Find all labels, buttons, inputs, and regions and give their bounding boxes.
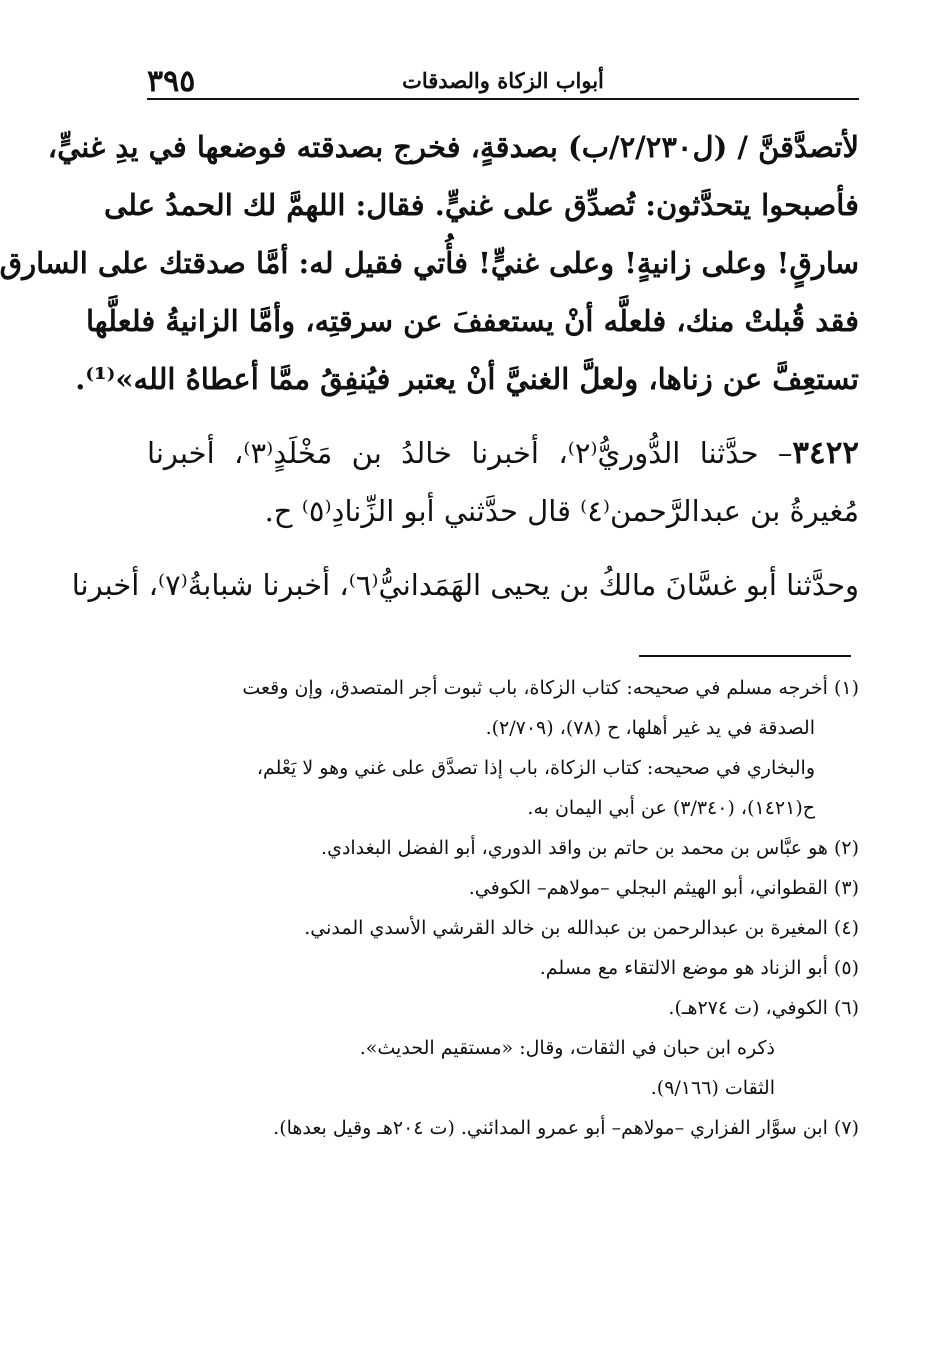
page-number: ٣٩٥ xyxy=(147,64,196,99)
footnote-line: (٢) هو عبَّاس بن محمد بن حاتم بن واقد الدوري، أبو الفضل البغدادي. xyxy=(321,837,859,859)
footnote-line: (١) أخرجه مسلم في صحيحه: كتاب الزكاة، باب ثبوت أجر المتصدق، وإن وقعت xyxy=(242,677,859,699)
footnote-line: (٥) أبو الزناد هو موضع الالتقاء مع مسلم. xyxy=(539,957,859,979)
text-line: سارقٍ! وعلى زانيةٍ! وعلى غنيٍّ! فأُتي فقيل له: أمَّا صدقتك على السارق xyxy=(0,246,859,280)
footnote-line: ح(١٤٢١)، (٣/٣٤٠) عن أبي اليمان به. xyxy=(527,797,815,819)
footnote-line: (٤) المغيرة بن عبدالرحمن بن عبدالله بن خالد القرشي الأسدي المدني. xyxy=(304,917,859,939)
footnote-line: ذكره ابن حبان في الثقات، وقال: «مستقيم الحديث». xyxy=(359,1037,775,1059)
paragraph-gap xyxy=(147,408,859,424)
text-line: لأتصدَّقنَّ / (ل٢/٢٣٠/ب) بصدقةٍ، فخرج بصدقته فوضعها في يدِ غنيٍّ، xyxy=(47,130,859,164)
text-line: مُغيرةُ بن عبدالرَّحمن⁽٤⁾ قال حدَّثني أبو الزِّنادِ⁽٥⁾ ح. xyxy=(264,494,859,528)
footnote-line: الصدقة في يد غير أهلها، ح (٧٨)، (٢/٧٠٩). xyxy=(485,717,815,739)
footnote-line: (٦) الكوفي، (ت ٢٧٤هـ). xyxy=(668,997,859,1019)
text-line: فقد قُبلتْ منك، فلعلَّه أنْ يستعففَ عن سرقتِه، وأمَّا الزانيةُ فلعلَّها xyxy=(85,304,859,338)
paragraph-gap xyxy=(147,540,859,556)
hadith-number: ٣٤٢٢ xyxy=(792,435,859,471)
footnote-separator xyxy=(639,655,851,657)
text-segment: – حدَّثنا الدُّوريُّ⁽٢⁾، أخبرنا خالدُ بن مَخْلَدٍ⁽٣⁾، أخبرنا xyxy=(147,436,793,470)
footnote-line: (٧) ابن سوَّار الفزاري –مولاهم– أبو عمرو المدائني. (ت ٢٠٤هـ وقيل بعدها). xyxy=(273,1117,859,1139)
hadith-line xyxy=(147,424,859,482)
text-line: تستعِفَّ عن زناها، ولعلَّ الغنيَّ أنْ يعتبر فيُنفِقُ ممَّا أعطاهُ الله»⁽¹⁾. xyxy=(75,362,859,396)
footnotes xyxy=(147,668,859,1148)
footnote-line: والبخاري في صحيحه: كتاب الزكاة، باب إذا تصدَّق على غني وهو لا يَعْلم، xyxy=(256,757,815,779)
text-line: وحدَّثنا أبو غسَّانَ مالكُ بن يحيى الهَمَدانيُّ⁽٦⁾، أخبرنا شبابةُ⁽٧⁾، أخبرنا xyxy=(71,568,859,602)
text-line: فأصبحوا يتحدَّثون: تُصدِّق على غنيٍّ. فقال: اللهمَّ لك الحمدُ على xyxy=(104,188,859,222)
page-header xyxy=(147,62,859,100)
footnote-line: الثقات (٩/١٦٦). xyxy=(650,1077,775,1099)
running-title: أبواب الزكاة والصدقات xyxy=(402,68,604,93)
main-text xyxy=(0,118,859,614)
footnote-line: (٣) القطواني، أبو الهيثم البجلي –مولاهم– الكوفي. xyxy=(468,877,859,899)
